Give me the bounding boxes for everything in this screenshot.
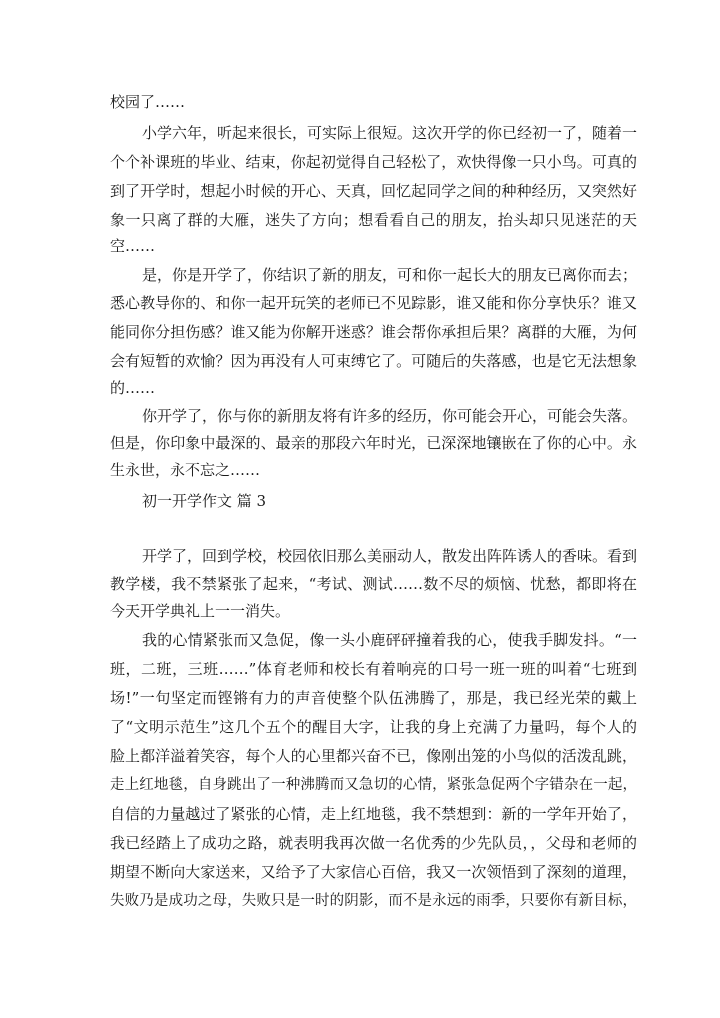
text-line: 自信的力量越过了紧张的心情，走上红地毯，我不禁想到：新的一学年开始了， [110,805,637,823]
text-line: 是，你是开学了，你结识了新的朋友，可和你一起长大的朋友已离你而去； [142,266,638,284]
text-line: 我已经踏上了成功之路，就表明我再次做一名优秀的少先队员，，父母和老师的 [110,834,637,852]
text-line: 开学了，回到学校，校园依旧那么美丽动人，散发出阵阵诱人的香味。看到 [142,547,638,565]
text-line: 空…… [110,237,156,255]
text-line: 今天开学典礼上一一消失。 [110,602,291,620]
section-heading: 初一开学作文 篇 3 [142,492,267,510]
text-line: 你开学了，你与你的新朋友将有许多的经历，你可能会开心，可能会失落。 [142,407,638,425]
text-line: 悉心教导你的、和你一起开玩笑的老师已不见踪影，谁又能和你分享快乐？谁又 [110,294,637,312]
text-line: 能同你分担伤感？谁又能为你解开迷惑？谁会帮你承担后果？离群的大雁，为何 [110,323,637,341]
text-line: 了“文明示范生”这几个五个的醒目大字，让我的身上充满了力量吗，每个人的 [110,718,637,736]
text-line: 班，二班，三班……”体育老师和校长有着响亮的口号一班一班的叫着“七班到 [110,660,637,678]
text-line: 教学楼，我不禁紧张了起来，“考试、测试……数不尽的烦恼、忧愁，都即将在 [110,575,637,593]
text-line: 脸上都洋溢着笑容，每个人的心里都兴奋不已，像刚出笼的小鸟似的活泼乱跳， [110,747,637,765]
text-line: 小学六年，听起来很长，可实际上很短。这次开学的你已经初一了，随着一 [142,124,638,142]
text-line: 的…… [110,379,156,397]
text-line: 校园了…… [110,93,186,111]
text-line: 失败乃是成功之母，失败只是一时的阴影，而不是永远的雨季，只要你有新目标， [110,893,637,909]
text-line: 到了开学时，想起小时候的开心、天真，回忆起同学之间的种种经历，又突然好 [110,182,637,200]
text-line: 场!”一句坚定而铿锵有力的声音使整个队伍沸腾了，那是，我已经光荣的戴上 [110,689,637,707]
text-line: 生永世，永不忘之…… [110,461,261,479]
text-line: 个个补课班的毕业、结束，你起初觉得自己轻松了，欢快得像一只小鸟。可真的 [110,153,637,171]
text-line: 走上红地毯，自身跳出了一种沸腾而又急切的心情，紧张急促两个字错杂在一起， [110,777,637,793]
text-line: 但是，你印象中最深的、最亲的那段六年时光，已深深地镶嵌在了你的心中。永 [110,434,637,452]
text-line: 我的心情紧张而又急促，像一头小鹿砰砰撞着我的心，使我手脚发抖。“一 [142,631,637,649]
text-line: 会有短暂的欢愉？因为再没有人可束缚它了。可随后的失落感，也是它无法想象 [110,352,637,370]
text-line: 期望不断向大家送来，又给予了大家信心百倍，我又一次领悟到了深刻的道理， [110,863,637,881]
text-line: 象一只离了群的大雁，迷失了方向；想看看自己的朋友，抬头却只见迷茫的天 [110,211,637,229]
